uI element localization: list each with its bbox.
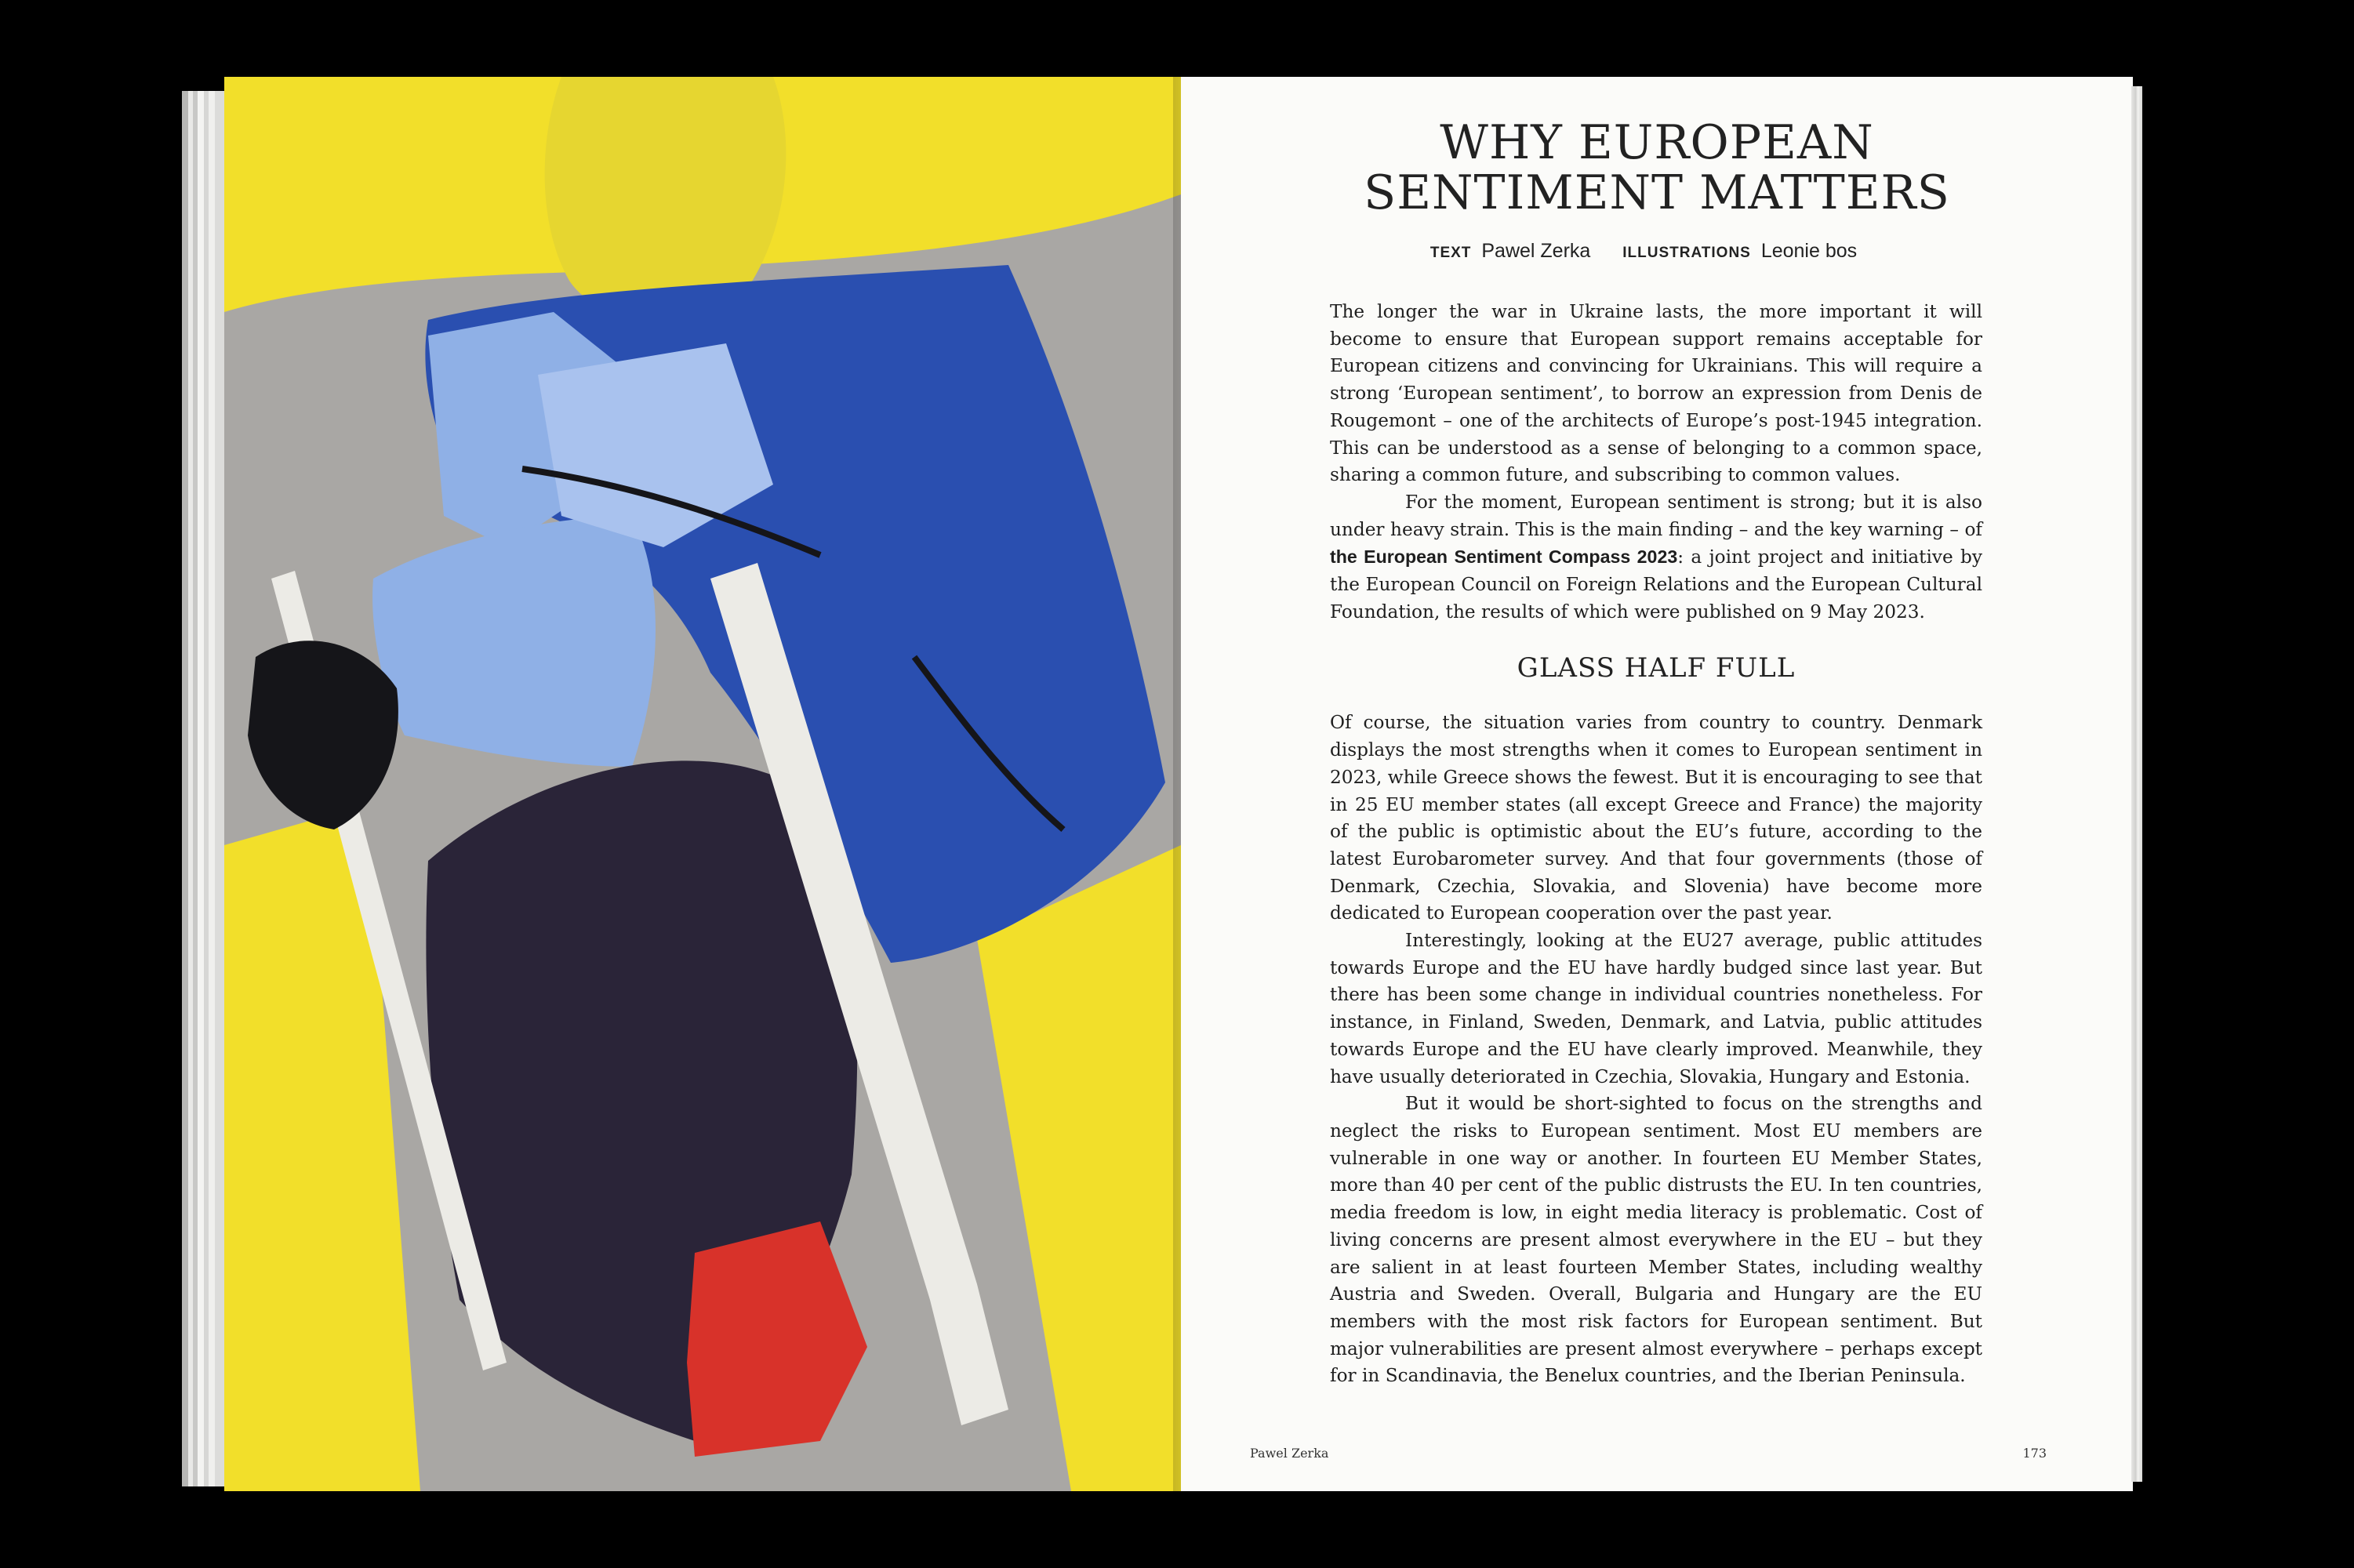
page-edges-left — [182, 91, 226, 1486]
page-edges-right — [2131, 86, 2142, 1482]
section-paragraph-2: Interestingly, looking at the EU27 average, public attitudes towards Europe and the EU have hardly budged since last year. But there has been some change in individual countries nonetheless. For instance, in Finland, Sweden, Denmark, and Latvia, public attitudes towards Europe and the EU have clearly improved. Meanwhile, they have usually deteriorated in Czechia, Slovakia, Hungary and Estonia. — [1330, 930, 1982, 1087]
footer-author: Pawel Zerka — [1250, 1446, 1329, 1461]
author-name: Pawel Zerka — [1481, 240, 1591, 262]
title-line-2: SENTIMENT MATTERS — [1364, 165, 1950, 220]
illustration-figure — [224, 77, 1181, 1491]
illustrations-label: ILLUSTRATIONS — [1622, 245, 1751, 261]
illustration-page — [224, 77, 1181, 1491]
article-title — [1299, 115, 2015, 220]
page-number: 173 — [2022, 1446, 2047, 1461]
text-label: TEXT — [1429, 245, 1472, 261]
intro-p2-before: For the moment, European sentiment is strong; but it is also under heavy strain. This is the main finding – and the key warning – of — [1330, 491, 1982, 540]
intro-paragraph-2 — [1330, 489, 1982, 626]
byline — [1299, 240, 2015, 263]
section-subheading: GLASS HALF FULL — [1517, 652, 1796, 684]
illustrator-name: Leonie bos — [1760, 240, 1858, 262]
article-page — [1181, 77, 2133, 1491]
section-paragraph-3: But it would be short-sighted to focus on the strengths and neglect the risks to European sentiment. Most EU members are vulnerable in one way or another. In fourteen EU Member States, more than 40 per cent of the public distrusts the EU. In ten countries, media freedom is low, in eight media literacy is problematic. Cost of living concerns are present almost everywhere in the EU – but they are salient in at least fourteen Member States, including wealthy Austria and Sweden. Overall, Bulgaria and Hungary are the EU members with the most risk factors for European sentiment. But major vulnerabilities are present almost everywhere – perhaps except for in Scandinavia, the Benelux countries, and the Iberian Peninsula. — [1330, 1093, 1982, 1387]
compass-report-name: the European Sentiment Compass 2023 — [1330, 546, 1678, 568]
title-line-1: WHY EUROPEAN — [1440, 115, 1874, 170]
intro-p2-after: : a joint project and initiative by the European Council on Foreign Relations and the European Cultural Foundation, the results of which were published on 9 May 2023. — [1330, 546, 1982, 622]
intro-paragraph-1: The longer the war in Ukraine lasts, the more important it will become to ensure that European support remains acceptable for European citizens and convincing for Ukrainians. This will require a strong ‘European sentiment’, to borrow an expression from Denis de Rougemont – one of the architects of Europe’s post-1945 integration. This can be understood as a sense of belonging to a common space, sharing a common future, and subscribing to common values. — [1330, 301, 1982, 486]
section-paragraph-1: Of course, the situation varies from country to country. Denmark displays the most strengths when it comes to European sentiment in 2023, while Greece shows the fewest. But it is encouraging to see that in 25 EU member states (all except Greece and France) the majority of the public is optimistic about the EU’s future, according to the latest Eurobarometer survey. And that four governments (those of Denmark, Czechia, Slovakia, and Slovenia) have become more dedicated to European cooperation over the past year. — [1330, 712, 1982, 924]
article-body — [1330, 299, 1982, 1390]
